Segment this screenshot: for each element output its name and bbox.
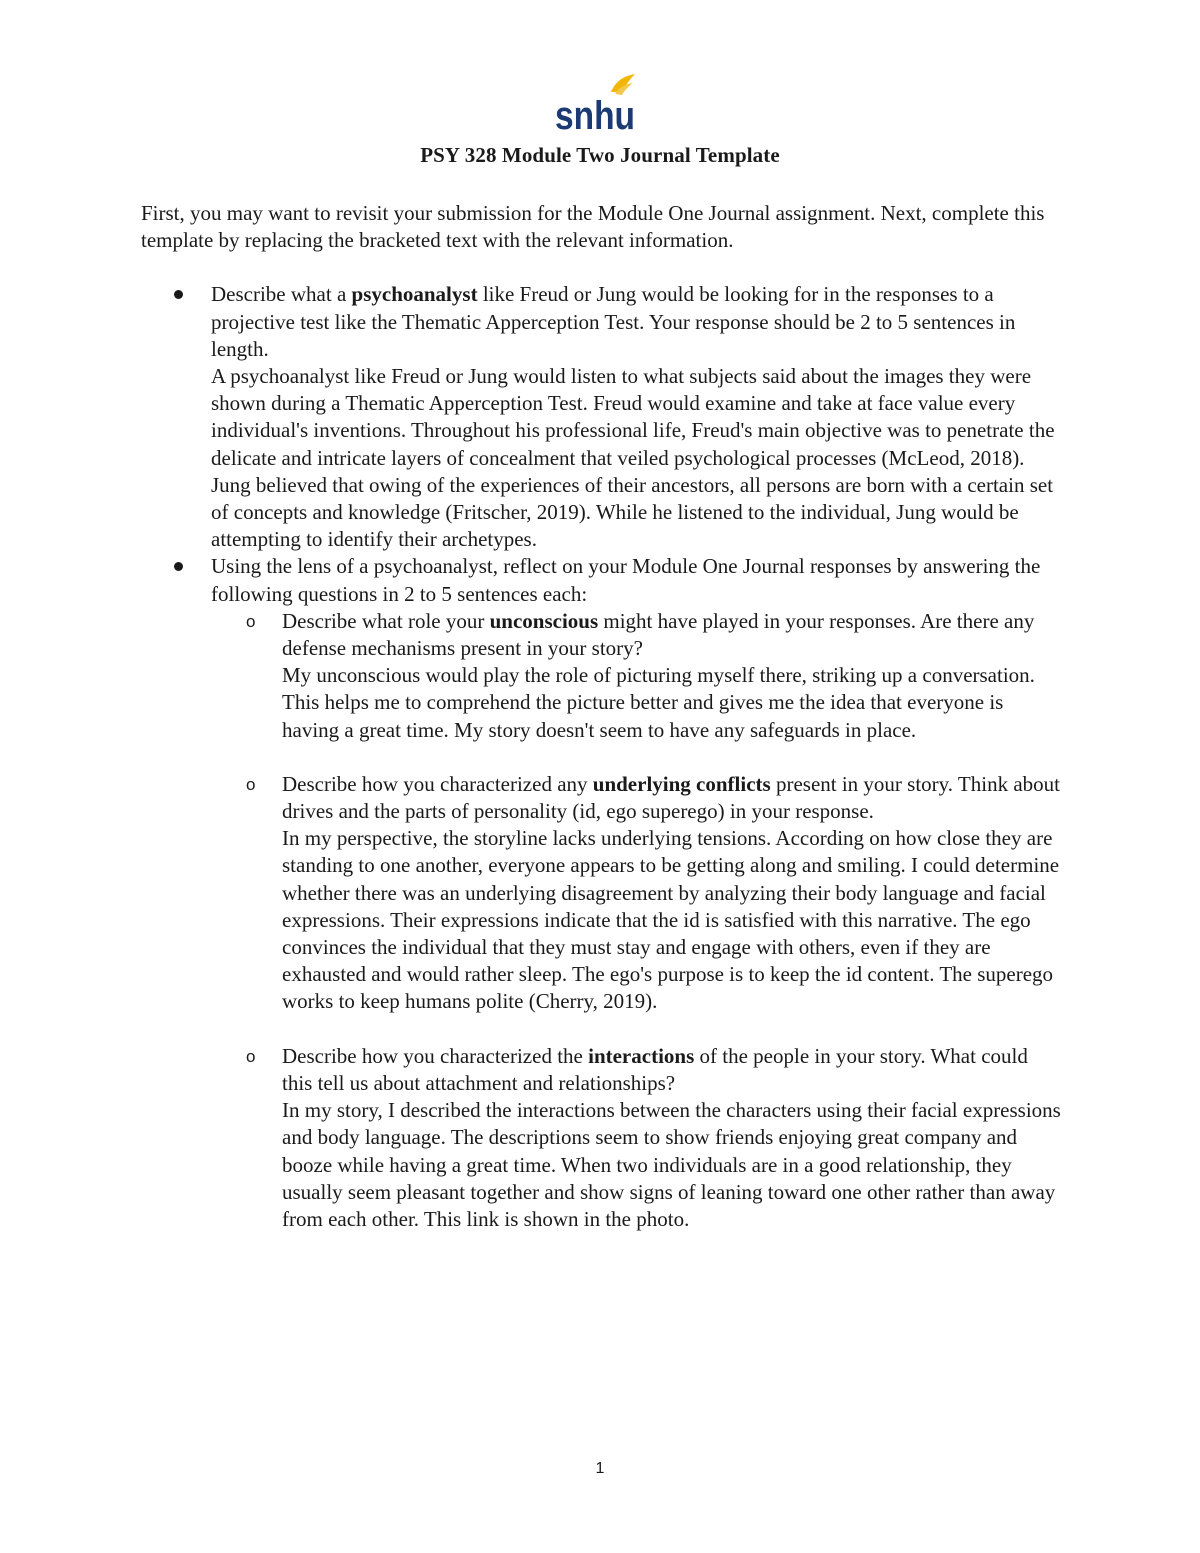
prompt-text: like Freud or Jung would be looking for in the responses to a projective test like the Thematic Apperception Test. Your response should be 2 to 5 sentences in length. bbox=[211, 282, 1016, 361]
prompt-underlying-conflicts bbox=[282, 771, 1061, 825]
spacer bbox=[282, 744, 1061, 771]
prompt-text: Describe what a bbox=[211, 282, 352, 307]
prompt-keyword: underlying conflicts bbox=[592, 771, 771, 796]
question-list bbox=[141, 281, 1061, 1233]
prompt-unconscious bbox=[282, 608, 1061, 662]
prompt-interactions bbox=[282, 1043, 1061, 1097]
answer-underlying-conflicts: In my perspective, the storyline lacks underlying tensions. According on how close they are standing to one another, everyone appears to be getting along and smiling. I could determine whether there was an underlying disagreement by analyzing their body language and facial expressions. Their expressions indicate that the id is satisfied with this narrative. The ego convinces the individual that they must stay and engage with others, even if they are exhausted and would rather sleep. The ego's purpose is to keep the id content. The superego works to keep humans polite (Cherry, 2019). bbox=[282, 826, 1060, 1014]
sub-item-unconscious bbox=[282, 608, 1061, 771]
list-item-psychoanalyst bbox=[211, 281, 1061, 553]
logo-wordmark: snhu bbox=[555, 94, 635, 134]
sub-item-underlying-conflicts bbox=[282, 771, 1061, 1043]
intro-paragraph: First, you may want to revisit your submission for the Module One Journal assignment. Next, complete this template by replacing the bracketed text with the relevant information. bbox=[141, 201, 1045, 253]
sub-item-interactions bbox=[282, 1043, 1061, 1233]
document-title: PSY 328 Module Two Journal Template bbox=[420, 143, 780, 167]
prompt-text: Describe how you characterized the bbox=[282, 1043, 589, 1068]
prompt-keyword: psychoanalyst bbox=[351, 282, 478, 307]
sub-question-list bbox=[211, 608, 1061, 1233]
prompt-text: Describe what role your bbox=[282, 608, 490, 633]
page-number: 1 bbox=[595, 1460, 605, 1477]
prompt-text: might have played in your responses. Are there any defense mechanisms present in your story? bbox=[282, 608, 1035, 661]
prompt-keyword: interactions bbox=[588, 1043, 695, 1068]
prompt-text: of the people in your story. What could this tell us about attachment and relationships? bbox=[282, 1043, 1028, 1095]
snhu-logo-graphic bbox=[553, 72, 643, 134]
snhu-logo bbox=[553, 72, 643, 134]
prompt-text: Describe how you characterized any bbox=[282, 771, 593, 796]
answer-unconscious: My unconscious would play the role of picturing myself there, striking up a conversation. This helps me to comprehend the picture better and gives me the idea that everyone is having a great time. My story doesn't seem to have any safeguards in place. bbox=[282, 663, 1035, 742]
prompt-reflection: Using the lens of a psychoanalyst, reflect on your Module One Journal responses by answering the following questions in 2 to 5 sentences each: bbox=[211, 554, 1041, 606]
prompt-keyword: unconscious bbox=[489, 608, 599, 633]
prompt-psychoanalyst bbox=[211, 281, 1061, 363]
list-item-reflection bbox=[211, 553, 1061, 1233]
prompt-text: present in your story. Think about drives and the parts of personality (id, ego superego) in your response. bbox=[282, 771, 1060, 824]
answer-psychoanalyst: A psychoanalyst like Freud or Jung would listen to what subjects said about the images they were shown during a Thematic Apperception Test. Freud would examine and take at face value every individual's inventions. Throughout his professional life, Freud's main objective was to penetrate the delicate and intricate layers of concealment that veiled psychological processes (McLeod, 2018). Jung believed that owing of the experiences of their ancestors, all persons are born with a certain set of concepts and knowledge (Fritscher, 2019). While he listened to the individual, Jung would be attempting to identify their archetypes. bbox=[211, 364, 1055, 552]
spacer bbox=[282, 1016, 1061, 1043]
document-body bbox=[141, 200, 1061, 1233]
answer-interactions: In my story, I described the interactions between the characters using their facial expressions and body language. The descriptions seem to show friends enjoying great company and booze while having a great time. When two individuals are in a good relationship, they usually seem pleasant together and show signs of leaning toward one other rather than away from each other. This link is shown in the photo. bbox=[282, 1098, 1061, 1231]
